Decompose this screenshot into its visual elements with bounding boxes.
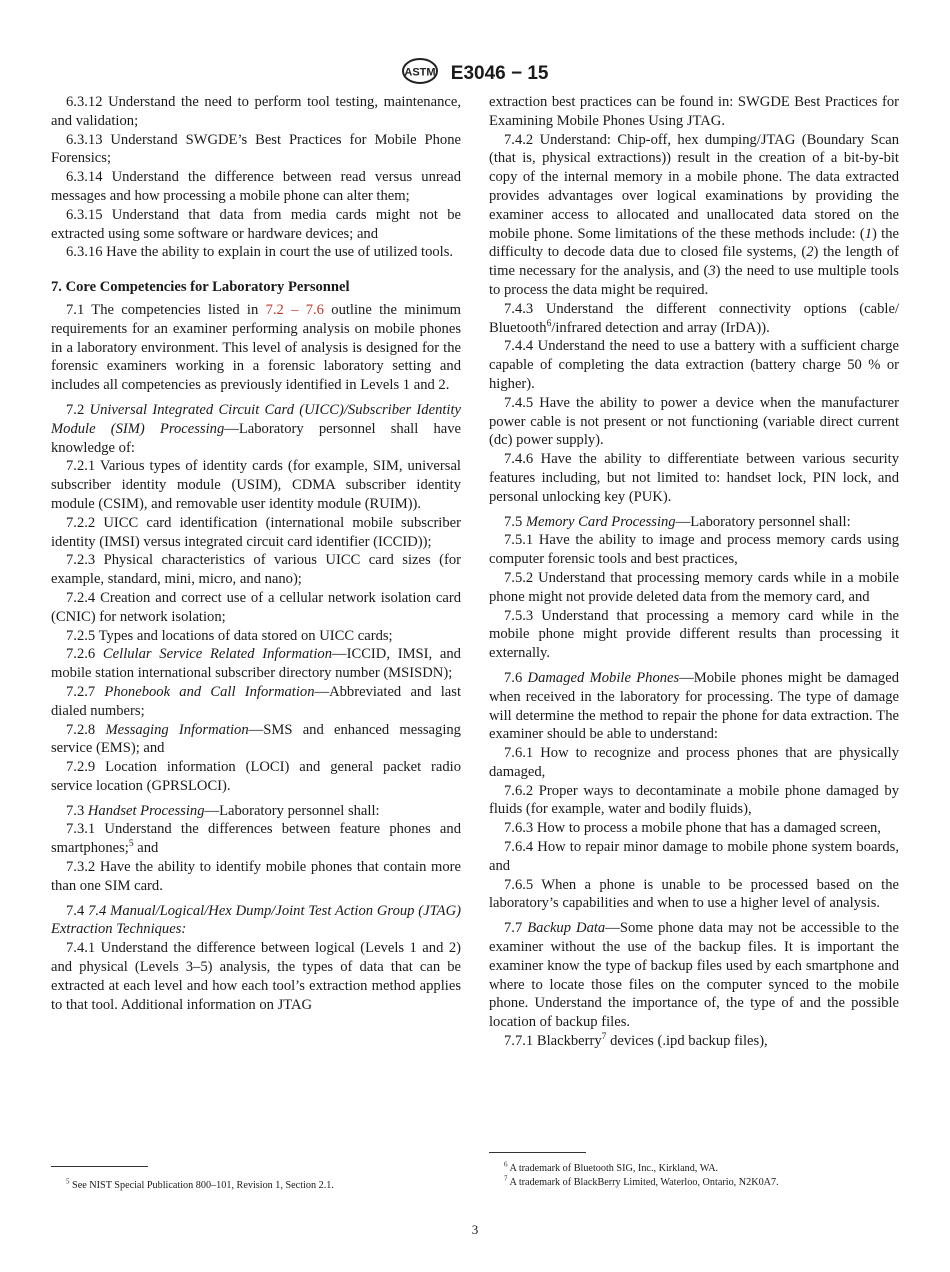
para-7-2-2: 7.2.2 UICC card identification (international mobile subscriber identity (IMSI) versus integrated circuit card identifier (ICCID)); bbox=[51, 514, 461, 550]
svg-text:ASTM: ASTM bbox=[404, 66, 437, 79]
para-7-2-1: 7.2.1 Various types of identity cards (for example, SIM, universal subscriber identity module (USIM), CDMA subscriber identity module (CSIM), and removable user identity module (RUIM)). bbox=[51, 458, 461, 512]
para-7-5: 7.5 Memory Card Processing—Laboratory personnel shall: bbox=[504, 513, 851, 530]
para-7-5-2: 7.5.2 Understand that processing memory cards while in a mobile phone might not provide deleted data from the memory card, and bbox=[489, 569, 899, 605]
footnote-6: $^6$ A trademark of Bluetooth SIG, Inc., Kirkland, WA. bbox=[504, 1160, 719, 1174]
para-6-3-13: 6.3.13 Understand SWGDE’s Best Practices for Mobile Phone Forensics; bbox=[51, 131, 461, 167]
para-6-3-12: 6.3.12 Understand the need to perform tool testing, maintenance, and validation; bbox=[51, 94, 461, 129]
para-7-2-8: 7.2.8 Messaging Information—SMS and enhanced messaging service (EMS); and bbox=[51, 721, 461, 757]
para-7-4: 7.4 7.4 Manual/Logical/Hex Dump/Joint Test Action Group (JTAG) Extraction Techniques: bbox=[51, 902, 461, 938]
para-7-1: 7.1 The competencies listed in 7.2 – 7.6 outline the minimum requirements for an examiner performing analysis on mobile phones in a laboratory environment. This level of analysis is designed for the forensic examiners working in a forensic laboratory setting and includes all competencies as previously identified in Levels 1 and 2. bbox=[51, 301, 461, 394]
para-7-4-1-cont: extraction best practices can be found in: SWGDE Best Practices for Examining Mobile Phones Using JTAG. bbox=[489, 94, 899, 129]
para-6-3-14: 6.3.14 Understand the difference between read versus unread messages and how processing a mobile phone can alter them; bbox=[51, 169, 461, 204]
para-6-3-16: 6.3.16 Have the ability to explain in court the use of utilized tools. bbox=[66, 244, 454, 261]
para-7-2-5: 7.2.5 Types and locations of data stored on UICC cards; bbox=[66, 627, 393, 644]
para-7-6-2: 7.6.2 Proper ways to decontaminate a mobile phone damaged by fluids (for example, water and bodily fluids), bbox=[489, 782, 899, 818]
footnote-ref-7: 7 bbox=[601, 1032, 607, 1043]
para-7-6-1: 7.6.1 How to recognize and process phones that are physically damaged, bbox=[489, 745, 899, 780]
page-number: 3 bbox=[471, 1222, 479, 1237]
para-7-4-6: 7.4.6 Have the ability to differentiate between various security features including, but not limited to: handset lock, PIN lock, and personal unlocking key (PUK). bbox=[489, 451, 899, 505]
para-7-4-2: 7.4.2 Understand: Chip-off, hex dumping/JTAG (Boundary Scan (that is, physical extractions)) result in the creation of a bit-by-bit copy of the internal memory in a mobile phone. The data extracted provides advantages over logical examinations by providing the examiner access to allocated and unallocated data stored on the mobile phone. Some limitations of the these methods include: (1) the difficulty to decode data due to closed file systems, (2) the length of time necessary for the analysis, and (3) the need to use multiple tools to process the data might be required. bbox=[489, 131, 899, 298]
astm-logo bbox=[401, 58, 439, 90]
section-ref-link[interactable]: 7.2 – 7.6 bbox=[265, 301, 324, 318]
left-column bbox=[51, 93, 461, 1014]
para-7-6-5: 7.6.5 When a phone is unable to be processed based on the laboratory’s capabilities and when to use a higher level of analysis. bbox=[489, 876, 899, 912]
para-7-2-3: 7.2.3 Physical characteristics of various UICC card sizes (for example, standard, mini, micro, and nano); bbox=[51, 552, 461, 588]
footnote-ref-6: 6 bbox=[546, 318, 552, 329]
section-7-heading: 7. Core Competencies for Laboratory Personnel bbox=[51, 279, 350, 296]
document-code: E3046 − 15 bbox=[450, 63, 549, 84]
para-7-7-1: 7.7.1 Blackberry$^7$ devices (.ipd backup files), bbox=[504, 1032, 768, 1050]
para-7-2-6: 7.2.6 Cellular Service Related Information—ICCID, IMSI, and mobile station international subscriber directory number (MSISDN); bbox=[51, 646, 461, 682]
para-7-6-4: 7.6.4 How to repair minor damage to mobile phone system boards, and bbox=[489, 839, 899, 874]
footnote-ref-5: 5 bbox=[128, 839, 134, 850]
para-6-3-15: 6.3.15 Understand that data from media cards might not be extracted using some software or hardware devices; and bbox=[51, 206, 461, 242]
para-7-3-1: 7.3.1 Understand the differences between feature phones and smartphones;$^5$ and bbox=[51, 821, 461, 857]
para-7-3: 7.3 Handset Processing—Laboratory personnel shall: bbox=[66, 802, 380, 819]
para-7-2-7: 7.2.7 Phonebook and Call Information—Abbreviated and last dialed numbers; bbox=[51, 683, 462, 719]
para-7-7: 7.7 Backup Data—Some phone data may not be accessible to the examiner without the use of the backup files. It is important the examiner know the type of backup files used by each smartphone and where to locate those files on the computer synced to the mobile phone. Understand the importance of, the type of and the possible location of backup files. bbox=[489, 920, 899, 1031]
footnote-5: $^5$ See NIST Special Publication 800–101, Revision 1, Section 2.1. bbox=[66, 1177, 334, 1191]
para-7-4-3: 7.4.3 Understand the different connectivity options (cable/ Bluetooth$^6$/infrared detection and array (IrDA)). bbox=[489, 300, 899, 336]
footnote-divider-right bbox=[489, 1152, 586, 1153]
footnote-divider-left bbox=[51, 1166, 148, 1167]
para-7-3-2: 7.3.2 Have the ability to identify mobile phones that contain more than one SIM card. bbox=[51, 859, 461, 894]
para-7-2: 7.2 Universal Integrated Circuit Card (UICC)/Subscriber Identity Module (SIM) Processing—Laboratory personnel shall have knowledge of: bbox=[51, 401, 462, 456]
footnotes-right bbox=[504, 1162, 899, 1190]
para-7-2-4: 7.2.4 Creation and correct use of a cellular network isolation card (CNIC) for network isolation; bbox=[51, 589, 461, 625]
para-7-4-4: 7.4.4 Understand the need to use a battery with a sufficient charge capable of completing the data extraction (battery charge 50 % or higher). bbox=[489, 338, 899, 392]
para-7-4-5: 7.4.5 Have the ability to power a device when the manufacturer power cable is not present or not functioning (variable direct current (dc) power supply). bbox=[489, 394, 899, 449]
footnote-7: $^7$ A trademark of BlackBerry Limited, Waterloo, Ontario, N2K0A7. bbox=[504, 1174, 779, 1188]
page-header bbox=[0, 58, 950, 90]
para-7-4-1: 7.4.1 Understand the difference between logical (Levels 1 and 2) and physical (Levels 3–5) analysis, the types of data that can be extracted at each level and how each tool’s extraction method applies to that tool. Additional information on JTAG bbox=[51, 940, 461, 1013]
right-column bbox=[489, 93, 899, 1051]
para-7-6-3: 7.6.3 How to process a mobile phone that has a damaged screen, bbox=[504, 820, 881, 837]
para-7-5-1: 7.5.1 Have the ability to image and process memory cards using computer forensic tools and best practices, bbox=[489, 532, 899, 568]
para-7-2-9: 7.2.9 Location information (LOCI) and general packet radio service location (GPRSLOCI). bbox=[51, 759, 461, 794]
para-7-6: 7.6 Damaged Mobile Phones—Mobile phones might be damaged when received in the laboratory for processing. The type of damage will determine the method to repair the phone for data extraction. The examiner should be able to understand: bbox=[489, 669, 900, 743]
para-7-5-3: 7.5.3 Understand that processing a memory card while in the mobile phone might provide different results than processing it externally. bbox=[489, 607, 899, 662]
